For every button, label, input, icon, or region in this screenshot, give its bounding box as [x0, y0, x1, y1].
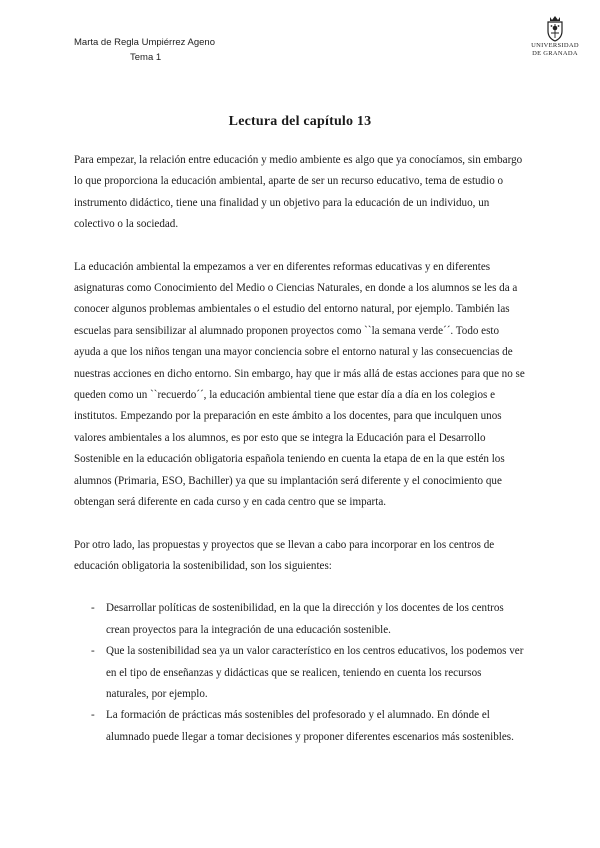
university-name-line-2: DE GRANADA	[532, 49, 578, 57]
university-name-line-1: UNIVERSIDAD	[531, 42, 579, 49]
list-bullet: -	[91, 602, 95, 615]
list-bullet: -	[91, 709, 95, 722]
list-item-text: Desarrollar políticas de sostenibilidad, en la que la dirección y los docentes de los centros crean proyectos para la integración de una educación sostenible.	[106, 602, 504, 636]
unit-label: Tema 1	[130, 52, 162, 63]
list-item-text: Que la sostenibilidad sea ya un valor característico en los centros educativos, los podemos ver en el tipo de enseñanzas y didácticas que se realicen, teniendo en cuenta los recursos naturales, por ejemplo.	[106, 645, 524, 700]
list-item-text: La formación de prácticas más sostenibles del profesorado y el alumnado. En dónde el alumnado puede llegar a tomar decisiones y proponer diferentes escenarios más sostenibles.	[106, 709, 514, 743]
paragraph: Para empezar, la relación entre educación y medio ambiente es algo que ya conocíamos, sin embargo lo que proporciona la educación ambiental, aparte de ser un recurso educativo, tema de estudio o instrumento didáctico, tiene una finalidad y un objetivo para la educación de un individuo, un colectivo o la sociedad.	[74, 154, 523, 231]
document-title: Lectura del capítulo 13	[228, 114, 372, 129]
author-name: Marta de Regla Umpiérrez Ageno	[74, 37, 215, 48]
paragraph: La educación ambiental la empezamos a ver en diferentes reformas educativas y en diferentes asignaturas como Conocimiento del Medio o Ciencias Naturales, en donde a los alumnos se les da a conocer algunos problemas ambientales o el estudio del entorno natural, por ejemplo. También las escuelas para sensibilizar al alumnado proponen proyectos como ``la semana verde´´. Todo esto ayuda a que los niños tengan una mayor conciencia sobre el entorno natural y las consecuencias de nuestras acciones en dicho entorno. Sin embargo, hay que ir más allá de estas acciones para que no se queden como un ``recuerdo´´, la educación ambiental tiene que estar día a día en los colegios e institutos. Empezando por la preparación en este ámbito a los docentes, para que inculquen unos valores ambientales a los alumnos, es por esto que se integra la Educación para el Desarrollo Sostenible en la educación obligatoria española teniendo en cuenta la etapa de en la que estén los alumnos (Primaria, ESO, Bachiller) ya que su implantación será diferente y el conocimiento que obtengan será diferente en cada curso y en cada centro que se imparta.	[74, 260, 525, 509]
document-body	[74, 150, 526, 748]
list-bullet: -	[91, 645, 95, 658]
list-item	[74, 705, 526, 748]
university-crest-icon	[544, 14, 566, 42]
page-header	[74, 35, 215, 65]
list-item	[74, 641, 526, 705]
paragraph: Por otro lado, las propuestas y proyectos que se llevan a cabo para incorporar en los centros de educación obligatoria la sostenibilidad, son los siguientes:	[74, 538, 495, 572]
list-item	[74, 598, 526, 641]
university-logo	[528, 14, 582, 64]
proposals-list	[74, 598, 526, 748]
